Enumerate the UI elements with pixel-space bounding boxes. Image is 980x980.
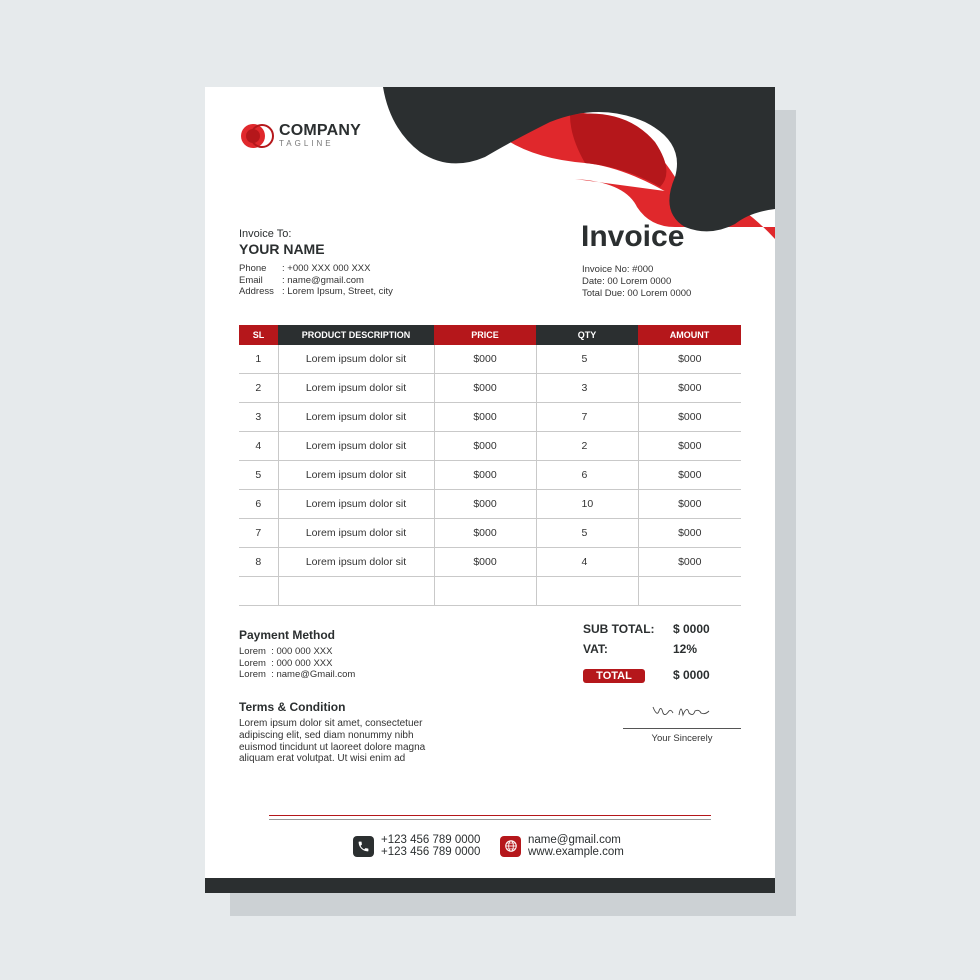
- payment-method-title: Payment Method: [239, 628, 336, 642]
- cell-price: $000: [434, 547, 536, 576]
- cell-amount: $000: [638, 547, 741, 576]
- vat-value: 12%: [673, 642, 698, 656]
- invoice-title: Invoice: [581, 220, 685, 253]
- total-label-badge: TOTAL: [583, 669, 645, 683]
- cell-sl: [239, 576, 278, 605]
- table-row: [239, 489, 741, 518]
- cell-description: Lorem ipsum dolor sit: [278, 461, 434, 490]
- subtotal-label: SUB TOTAL:: [583, 622, 655, 636]
- invoice-meta: [582, 264, 691, 300]
- header-sl: SL: [239, 325, 278, 345]
- cell-qty: 5: [536, 345, 638, 374]
- table-row: [239, 432, 741, 461]
- cell-amount: [638, 576, 741, 605]
- cell-sl: 5: [239, 461, 278, 490]
- cell-qty: 7: [536, 403, 638, 432]
- terms-text: Lorem ipsum dolor sit amet, consectetuer adipiscing elit, sed diam nonummy nibh euismod tincidunt ut laoreet dolore magna aliquam erat volutpat. Ut wisi enim ad: [239, 718, 426, 765]
- cell-price: $000: [434, 518, 536, 547]
- totals-block: [583, 619, 710, 685]
- phone-number: +123 456 789 0000: [381, 846, 481, 858]
- signature-label: Your Sincerely: [651, 733, 713, 744]
- cell-description: Lorem ipsum dolor sit: [278, 374, 434, 403]
- email-link[interactable]: name@gmail.com: [528, 834, 621, 846]
- invoice-total-due: Total Due: 00 Lorem 0000: [582, 288, 692, 299]
- cell-amount: $000: [638, 345, 741, 374]
- phone-value: : +000 XXX 000 XXX: [282, 263, 371, 274]
- email-label: Email: [239, 274, 263, 286]
- logo-circles-icon: [239, 121, 277, 151]
- subtotal-value: $ 0000: [673, 622, 710, 636]
- cell-price: $000: [434, 403, 536, 432]
- cell-sl: 2: [239, 374, 278, 403]
- cell-qty: [536, 576, 638, 605]
- vat-label: VAT:: [583, 642, 608, 656]
- table-row: [239, 345, 741, 374]
- invoice-date: Date: 00 Lorem 0000: [582, 276, 672, 287]
- header-amount: AMOUNT: [638, 325, 741, 345]
- cell-sl: 8: [239, 547, 278, 576]
- cell-amount: $000: [638, 489, 741, 518]
- company-logo: [239, 121, 361, 151]
- payment-line: Lorem : 000 000 XXX: [239, 657, 333, 669]
- address-label: Address: [239, 286, 274, 297]
- terms-block: [239, 700, 439, 765]
- header-qty: QTY: [536, 325, 638, 345]
- terms-title: Terms & Condition: [239, 700, 346, 714]
- bottom-bar: [205, 878, 775, 893]
- signature-script: [623, 699, 741, 723]
- cell-price: $000: [434, 461, 536, 490]
- cell-description: Lorem ipsum dolor sit: [278, 489, 434, 518]
- cell-description: [278, 576, 434, 605]
- customer-details: [239, 263, 393, 298]
- payment-line: Lorem : name@Gmail.com: [239, 669, 356, 681]
- cell-price: $000: [434, 489, 536, 518]
- globe-icon: [500, 836, 521, 857]
- cell-price: $000: [434, 345, 536, 374]
- cell-amount: $000: [638, 374, 741, 403]
- cell-sl: 6: [239, 489, 278, 518]
- payment-method-block: [239, 628, 355, 681]
- table-row: [239, 403, 741, 432]
- cell-description: Lorem ipsum dolor sit: [278, 547, 434, 576]
- cell-qty: 5: [536, 518, 638, 547]
- cell-sl: 4: [239, 432, 278, 461]
- items-table: [239, 325, 741, 606]
- footer-divider-dark: [269, 819, 711, 820]
- email-value: : name@gmail.com: [282, 274, 364, 286]
- table-row: [239, 374, 741, 403]
- header-description: PRODUCT DESCRIPTION: [278, 325, 434, 345]
- address-value: : Lorem Ipsum, Street, city: [282, 286, 393, 297]
- invoice-sheet: [205, 87, 775, 893]
- phone-label: Phone: [239, 263, 267, 274]
- cell-amount: $000: [638, 518, 741, 547]
- cell-sl: 7: [239, 518, 278, 547]
- cell-sl: 1: [239, 345, 278, 374]
- cell-qty: 3: [536, 374, 638, 403]
- footer-phone: [353, 834, 480, 858]
- cell-amount: $000: [638, 461, 741, 490]
- total-value: $ 0000: [673, 668, 710, 682]
- table-row: [239, 461, 741, 490]
- phone-number: +123 456 789 0000: [381, 834, 481, 846]
- invoice-number: Invoice No: #000: [582, 264, 654, 275]
- customer-name: YOUR NAME: [239, 241, 325, 257]
- cell-description: Lorem ipsum dolor sit: [278, 403, 434, 432]
- signature-block: [623, 699, 741, 744]
- table-row: [239, 518, 741, 547]
- footer-web: [500, 834, 624, 858]
- cell-qty: 10: [536, 489, 638, 518]
- company-tagline: TAGLINE: [279, 139, 334, 148]
- cell-amount: $000: [638, 403, 741, 432]
- table-row-empty: [239, 576, 741, 605]
- cell-price: $000: [434, 374, 536, 403]
- website-link[interactable]: www.example.com: [528, 846, 624, 858]
- cell-amount: $000: [638, 432, 741, 461]
- cell-qty: 6: [536, 461, 638, 490]
- cell-description: Lorem ipsum dolor sit: [278, 345, 434, 374]
- bill-to-block: [239, 228, 393, 298]
- invoice-to-label: Invoice To:: [239, 228, 292, 240]
- table-row: [239, 547, 741, 576]
- company-name: COMPANY: [279, 122, 361, 139]
- cell-qty: 2: [536, 432, 638, 461]
- cell-price: $000: [434, 432, 536, 461]
- footer-divider-red: [269, 815, 711, 816]
- cell-sl: 3: [239, 403, 278, 432]
- header-price: PRICE: [434, 325, 536, 345]
- payment-line: Lorem : 000 000 XXX: [239, 646, 333, 657]
- cell-price: [434, 576, 536, 605]
- cell-qty: 4: [536, 547, 638, 576]
- phone-icon: [353, 836, 374, 857]
- cell-description: Lorem ipsum dolor sit: [278, 518, 434, 547]
- cell-description: Lorem ipsum dolor sit: [278, 432, 434, 461]
